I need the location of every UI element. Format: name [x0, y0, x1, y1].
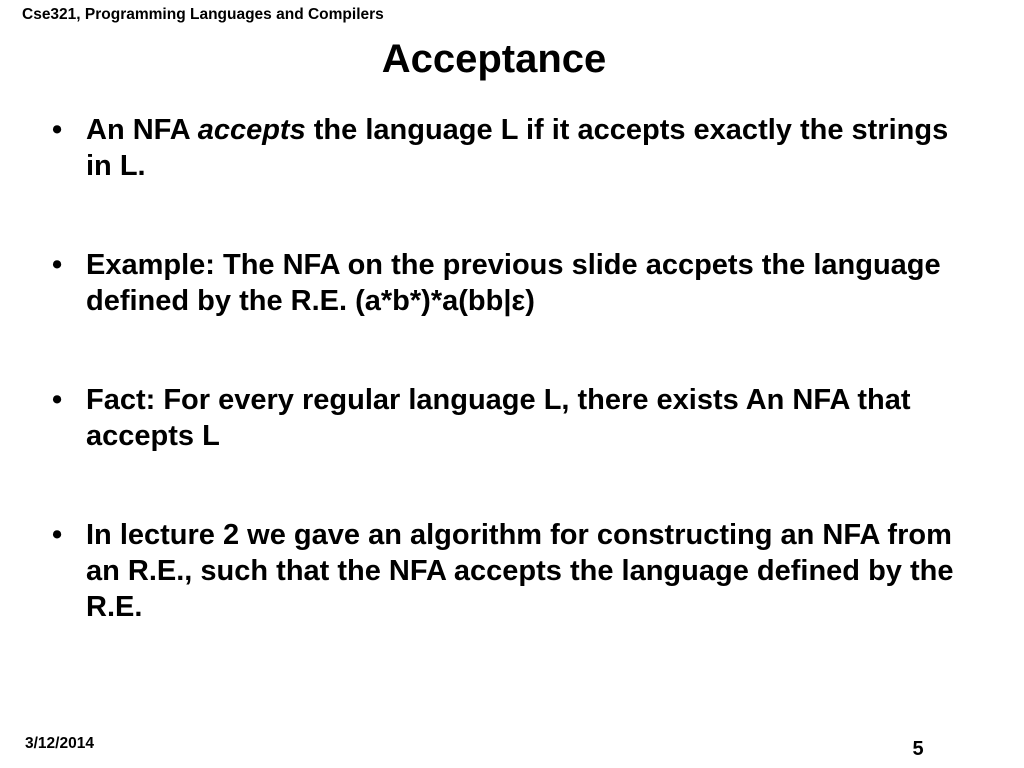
bullet-text: Fact: For every regular language L, there exists An NFA that accepts L — [86, 384, 911, 452]
bullet-text: Example: The NFA on the previous slide accpets the language defined by the R.E. (a*b*)*a(bb|ε) — [86, 249, 941, 317]
bullet-text — [86, 112, 966, 184]
bullet-dot-icon: • — [52, 519, 63, 551]
bullet-item-example — [52, 247, 972, 319]
course-header: Cse321, Programming Languages and Compilers — [22, 6, 384, 23]
bullet-text-rest: the language L if it accepts exactly the strings in L. — [86, 114, 949, 182]
slide-title: Acceptance — [381, 37, 607, 81]
bullet-dot-icon: • — [52, 114, 63, 146]
emphasized-term: accepts — [197, 114, 306, 146]
bullet-text: In lecture 2 we gave an algorithm for constructing an NFA from an R.E., such that the NFA accepts the language defined by the R.E. — [86, 519, 954, 623]
slide-number: 5 — [912, 738, 924, 760]
bullet-item-lecture-reference — [52, 517, 972, 625]
footer-date: 3/12/2014 — [25, 735, 94, 752]
bullet-text-lead: An NFA — [86, 114, 198, 146]
bullet-item-acceptance-definition — [52, 112, 972, 184]
bullet-dot-icon: • — [52, 384, 63, 416]
bullet-dot-icon: • — [52, 249, 63, 281]
bullet-item-fact — [52, 382, 972, 454]
